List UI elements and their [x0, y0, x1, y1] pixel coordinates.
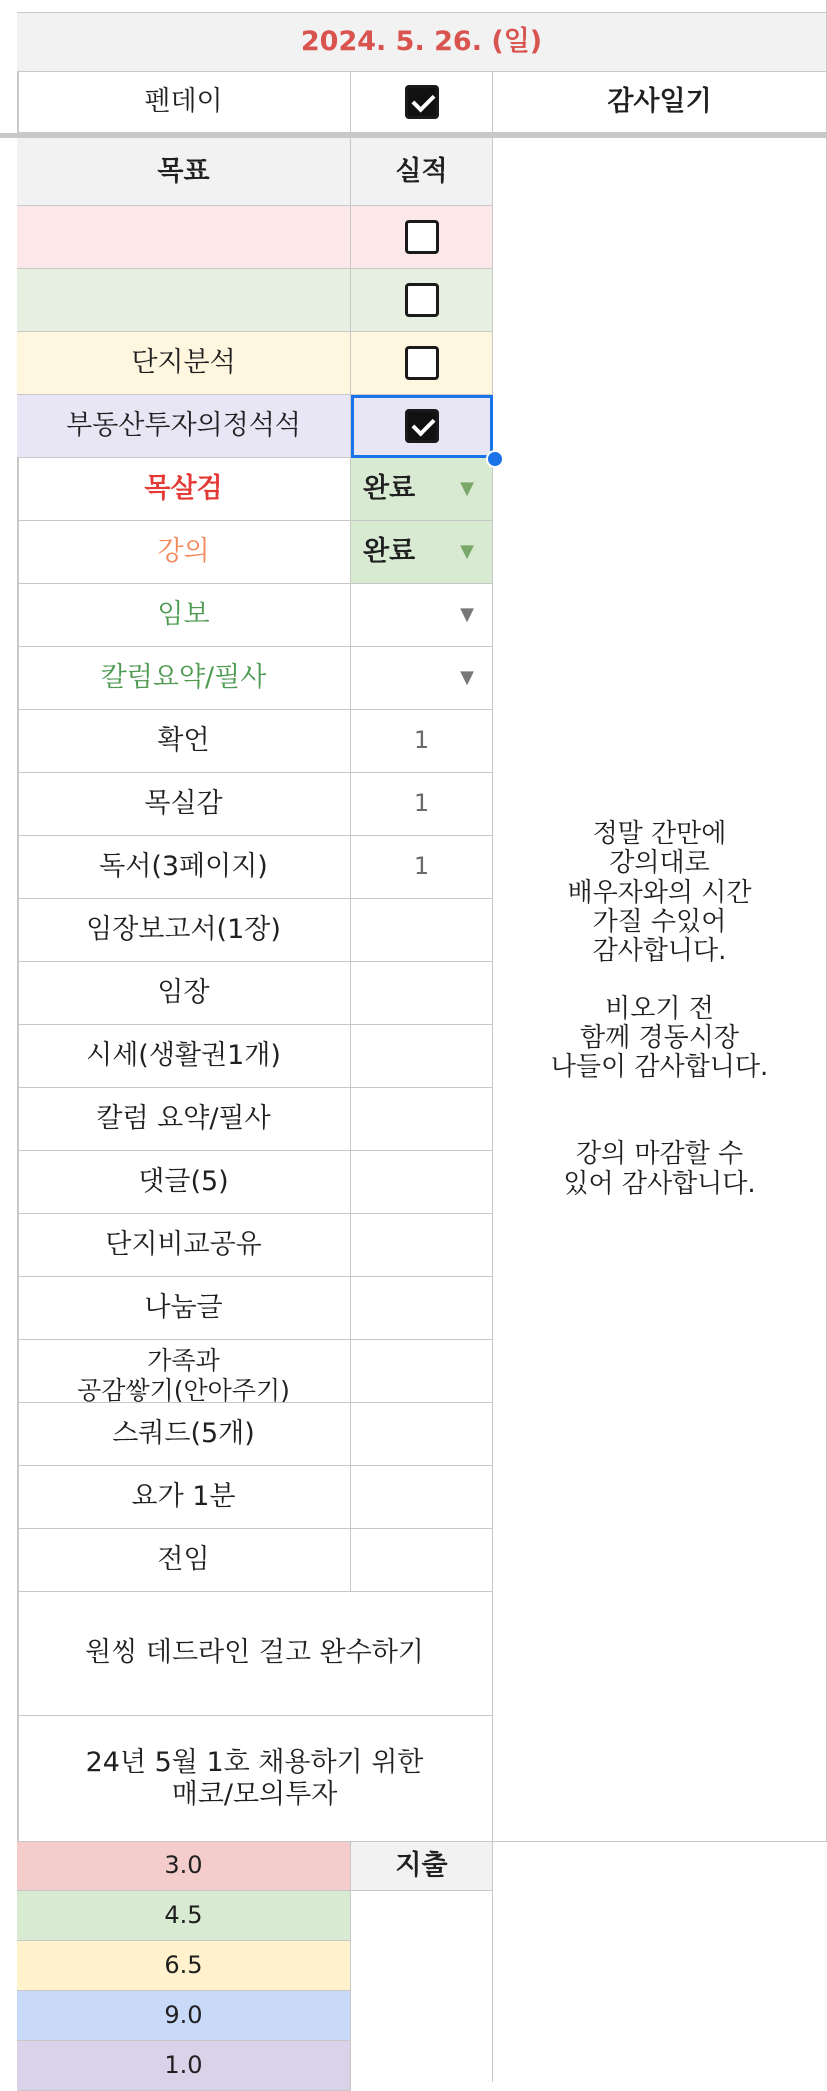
- goal-row-result-cell[interactable]: [351, 1340, 493, 1403]
- big-goal-1[interactable]: [17, 1590, 493, 1716]
- goal-row-label: 댓글(5): [138, 1166, 229, 1198]
- goal-row-label-cell[interactable]: [17, 773, 351, 836]
- goal-row-label: 단지비교공유: [105, 1229, 262, 1261]
- goal-count-value: 1: [413, 789, 430, 818]
- goal-row-result-cell[interactable]: [351, 206, 493, 269]
- goal-row-label: 단지분석: [131, 347, 236, 379]
- goal-row-label: 스쿼드(5개): [112, 1418, 255, 1450]
- goal-row-label-cell[interactable]: [17, 962, 351, 1025]
- goal-count-value: 1: [413, 852, 430, 881]
- goal-checkbox[interactable]: [405, 283, 439, 317]
- goal-row-label: 임장: [157, 977, 210, 1009]
- date-cell[interactable]: [17, 13, 827, 72]
- goal-row-label-cell[interactable]: [17, 836, 351, 899]
- date-text: 2024. 5. 26. (일): [300, 26, 543, 58]
- goal-row-label-cell[interactable]: [17, 647, 351, 710]
- expense-value-cell[interactable]: [17, 1891, 351, 1941]
- goal-row-label-cell[interactable]: [17, 269, 351, 332]
- big-goal-2[interactable]: [17, 1716, 493, 1842]
- dropdown-arrow-icon[interactable]: ▼: [460, 540, 474, 562]
- goal-row-result-cell[interactable]: [351, 521, 493, 584]
- expense-value-cell[interactable]: [17, 1842, 351, 1891]
- goal-row-result-cell[interactable]: [351, 647, 493, 710]
- gratitude-diary-cell[interactable]: [493, 138, 827, 1842]
- goal-row-label: 목살검: [144, 473, 223, 505]
- goal-row-label: 강의: [157, 536, 210, 568]
- goal-row-result-cell[interactable]: [351, 773, 493, 836]
- goal-row-label: 나눔글: [144, 1292, 223, 1324]
- selection-handle[interactable]: [486, 450, 504, 468]
- goal-row-label: 요가 1분: [131, 1481, 236, 1513]
- goal-row-result-cell[interactable]: [351, 836, 493, 899]
- goal-status-value: 완료: [363, 473, 416, 505]
- expense-value-cell[interactable]: [17, 1991, 351, 2041]
- goal-row-label-cell[interactable]: [17, 332, 351, 395]
- expense-value-cell[interactable]: [17, 1941, 351, 1991]
- goal-status-value: 완료: [363, 536, 416, 568]
- goal-row-label: 시세(생활권1개): [86, 1040, 281, 1072]
- goal-row-label-cell[interactable]: [17, 1466, 351, 1529]
- goal-row-label-cell[interactable]: [17, 1214, 351, 1277]
- goal-column-label: 목표: [157, 155, 210, 187]
- penday-label-cell[interactable]: [17, 72, 351, 133]
- expense-label: 지출: [395, 1850, 448, 1882]
- goal-row-label: 칼럼 요약/필사: [96, 1103, 271, 1135]
- goal-row-label-cell[interactable]: [17, 458, 351, 521]
- goal-row-label: 독서(3페이지): [99, 851, 268, 883]
- goal-row-label-cell[interactable]: [17, 1025, 351, 1088]
- goal-row-result-cell[interactable]: [351, 1088, 493, 1151]
- top-empty-row[interactable]: [17, 0, 827, 13]
- goal-row-label: 전임: [157, 1544, 210, 1576]
- goal-row-result-cell[interactable]: [351, 269, 493, 332]
- goal-row-label-cell[interactable]: [17, 206, 351, 269]
- goal-row-label-cell[interactable]: [17, 395, 351, 458]
- goal-row-result-cell[interactable]: [351, 458, 493, 521]
- expense-value: 6.5: [164, 1950, 203, 1979]
- goal-row-result-cell[interactable]: [351, 1025, 493, 1088]
- dropdown-arrow-icon[interactable]: ▼: [460, 477, 474, 499]
- big-goal-2-text: 24년 5월 1호 채용하기 위한 매코/모의투자: [85, 1747, 424, 1810]
- goal-row-label: 확언: [157, 725, 210, 757]
- goal-row-label-cell[interactable]: [17, 899, 351, 962]
- goal-checkbox[interactable]: [405, 346, 439, 380]
- expense-header[interactable]: [351, 1842, 493, 1891]
- goal-row-result-cell[interactable]: [351, 1529, 493, 1592]
- goal-row-label: 임보: [157, 599, 210, 631]
- goal-row-result-cell[interactable]: [351, 395, 493, 458]
- expense-blank-cell[interactable]: [351, 1891, 493, 2082]
- diary-title: 감사일기: [607, 86, 712, 118]
- goal-row-label-cell[interactable]: [17, 1277, 351, 1340]
- expense-value: 4.5: [164, 1900, 203, 1929]
- goal-row-label: 임장보고서(1장): [86, 914, 281, 946]
- diary-title-cell[interactable]: [493, 72, 827, 133]
- goal-checkbox[interactable]: [405, 409, 439, 443]
- goal-row-result-cell[interactable]: [351, 1466, 493, 1529]
- goal-row-label: 가족과 공감쌓기(안아주기): [77, 1346, 290, 1403]
- expense-value: 3.0: [164, 1851, 203, 1880]
- penday-label: 펜데이: [144, 86, 223, 118]
- goal-row-label: 부동산투자의정석석: [66, 410, 301, 442]
- goal-row-result-cell[interactable]: [351, 1277, 493, 1340]
- goal-row-result-cell[interactable]: [351, 584, 493, 647]
- goal-row-result-cell[interactable]: [351, 1403, 493, 1466]
- big-goal-1-text: 원씽 데드라인 걸고 완수하기: [85, 1636, 424, 1668]
- result-column-header[interactable]: [351, 138, 493, 206]
- dropdown-arrow-icon[interactable]: ▼: [460, 603, 474, 625]
- goal-row-label: 칼럼요약/필사: [100, 662, 267, 694]
- goal-row-label-cell[interactable]: [17, 1088, 351, 1151]
- goal-row-result-cell[interactable]: [351, 710, 493, 773]
- goal-row-label-cell[interactable]: [17, 1529, 351, 1592]
- goal-row-result-cell[interactable]: [351, 1214, 493, 1277]
- goal-count-value: 1: [413, 726, 430, 755]
- goal-row-label-cell[interactable]: [17, 1340, 351, 1403]
- goal-column-header[interactable]: [17, 138, 351, 206]
- goal-row-label-cell[interactable]: [17, 521, 351, 584]
- dropdown-arrow-icon[interactable]: ▼: [460, 666, 474, 688]
- goal-checkbox[interactable]: [405, 220, 439, 254]
- penday-check-cell[interactable]: [351, 72, 493, 133]
- goal-row-label-cell[interactable]: [17, 1151, 351, 1214]
- goal-row-label-cell[interactable]: [17, 1403, 351, 1466]
- expense-value: 1.0: [164, 2050, 203, 2079]
- penday-checkbox[interactable]: [405, 85, 439, 119]
- goal-row-result-cell[interactable]: [351, 962, 493, 1025]
- goal-row-label-cell[interactable]: [17, 710, 351, 773]
- expense-value-cell[interactable]: [17, 2041, 351, 2091]
- goal-row-result-cell[interactable]: [351, 899, 493, 962]
- goal-row-label: 목실감: [144, 788, 223, 820]
- goal-row-label-cell[interactable]: [17, 584, 351, 647]
- goal-row-result-cell[interactable]: [351, 1151, 493, 1214]
- result-column-label: 실적: [395, 155, 448, 187]
- expense-value: 9.0: [164, 2000, 203, 2029]
- gratitude-diary-text: 정말 간만에 강의대로 배우자와의 시간 가질 수있어 감사합니다. 비오기 전 함께 경동시장 나들이 감사합니다. 강의 마감할 수 있어 감사합니다.: [550, 819, 769, 1199]
- goal-row-result-cell[interactable]: [351, 332, 493, 395]
